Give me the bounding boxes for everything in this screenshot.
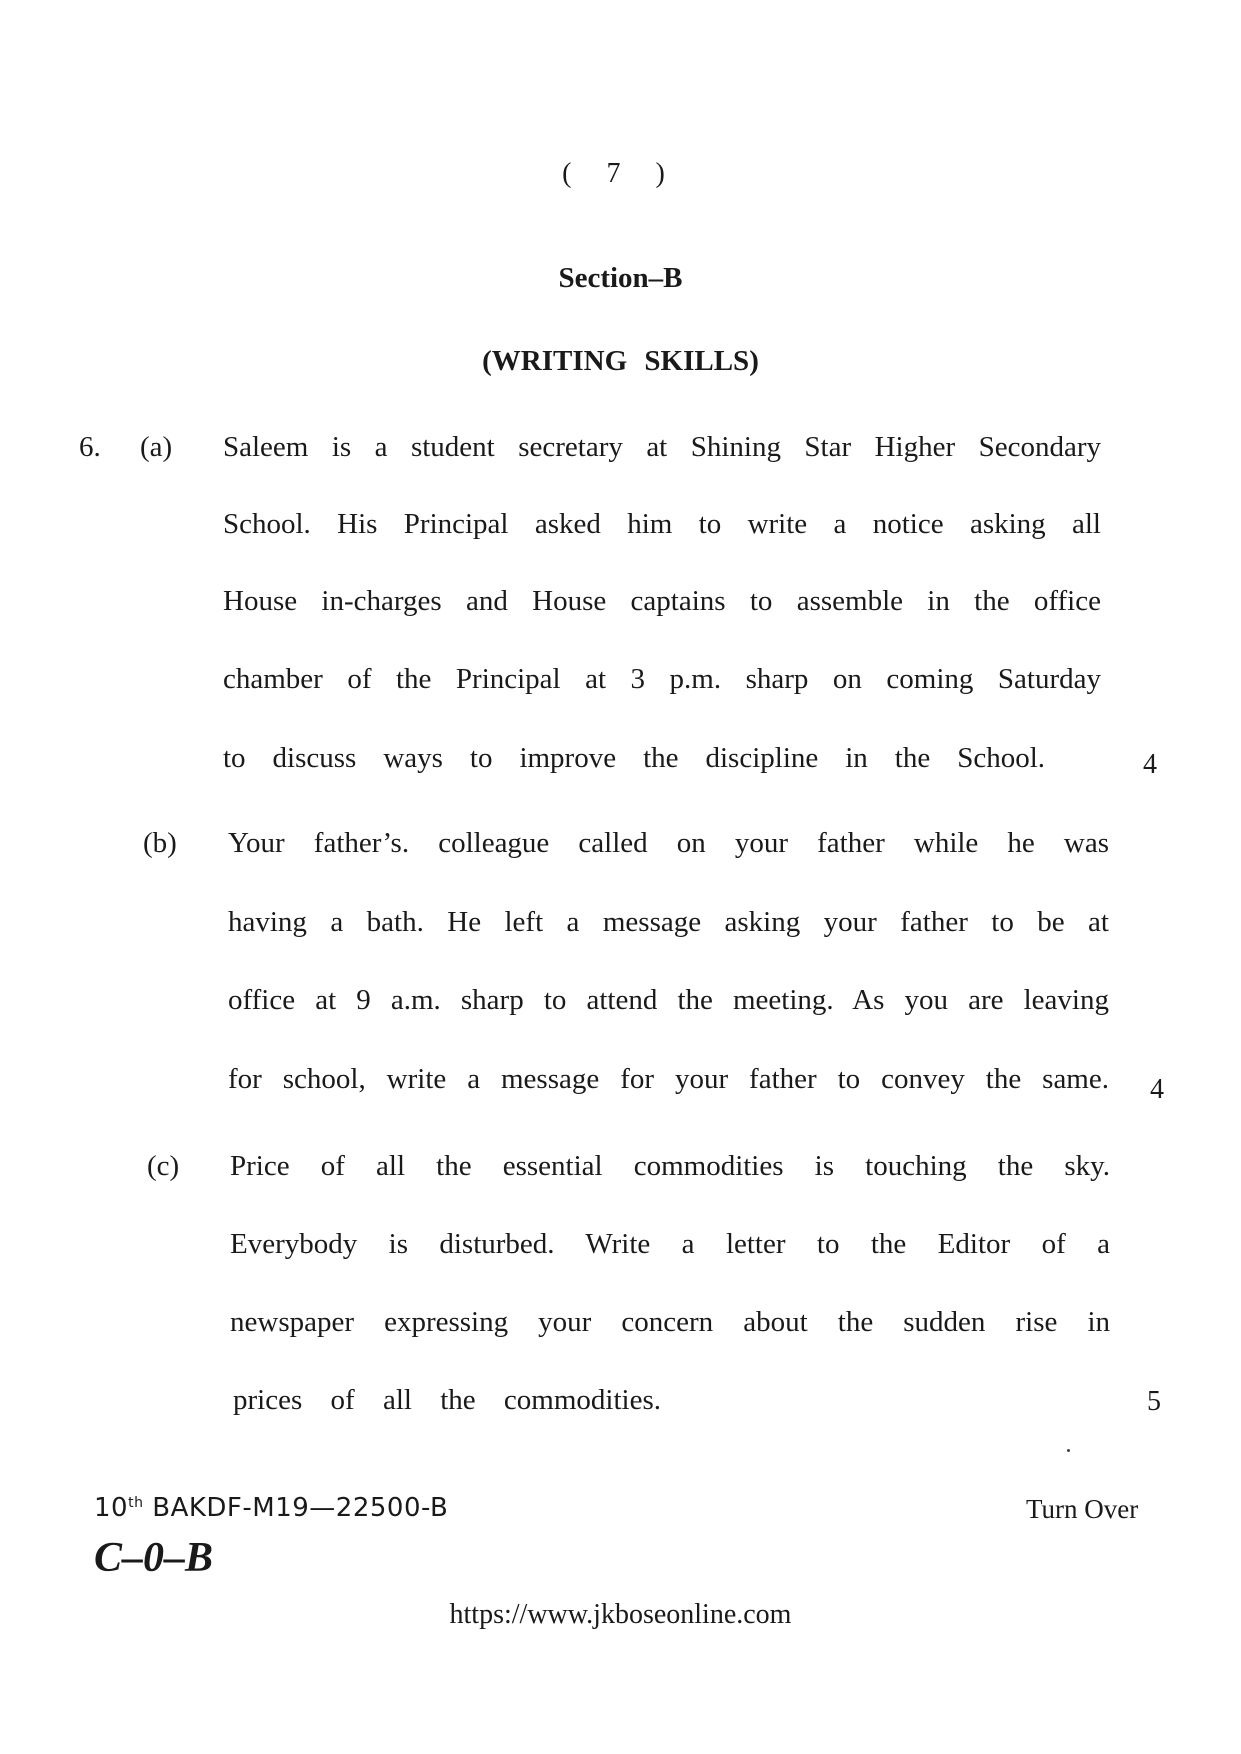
- part-b-line-2: having a bath. He left a message asking your father to be at: [228, 906, 1109, 938]
- part-a-line-5: to discuss ways to improve the discipline in the School.: [223, 742, 1045, 774]
- turn-over-note: Turn Over: [1026, 1494, 1139, 1524]
- part-c-line-4: prices of all the commodities.: [233, 1384, 661, 1416]
- part-c-label: (c): [147, 1150, 180, 1182]
- paper-code-prefix: 10: [94, 1493, 129, 1523]
- paper-code-rest: BAKDF-M19—22500-B: [143, 1493, 449, 1523]
- part-b-label: (b): [143, 827, 177, 859]
- scan-speck: [1067, 1449, 1070, 1452]
- part-c-line-1: Price of all the essential commodities is touching the sky.: [230, 1150, 1110, 1182]
- part-a-line-4: chamber of the Principal at 3 p.m. sharp on coming Saturday: [223, 663, 1101, 695]
- part-c-marks: 5: [1147, 1386, 1161, 1417]
- part-b-line-1: Your father’s. colleague called on your father while he was: [228, 827, 1109, 859]
- part-a-marks: 4: [1143, 749, 1157, 780]
- part-c-line-2: Everybody is disturbed. Write a letter to the Editor of a: [230, 1228, 1110, 1260]
- question-number: 6.: [79, 431, 101, 463]
- series-code: C–0–B: [94, 1535, 214, 1581]
- part-a-line-1: Saleem is a student secretary at Shining Star Higher Secondary: [223, 431, 1101, 463]
- part-a-label: (a): [140, 431, 173, 463]
- part-a-line-3: House in-charges and House captains to assemble in the office: [223, 585, 1101, 617]
- part-c-line-3: newspaper expressing your concern about the sudden rise in: [230, 1306, 1110, 1338]
- source-url: https://www.jkboseonline.com: [449, 1599, 792, 1630]
- part-b-line-3: office at 9 a.m. sharp to attend the meeting. As you are leaving: [228, 984, 1109, 1016]
- paper-code: [94, 1493, 448, 1523]
- part-b-line-4: for school, write a message for your father to convey the same.: [228, 1063, 1109, 1095]
- section-title: Section–B: [558, 262, 683, 294]
- part-b-marks: 4: [1150, 1074, 1164, 1105]
- part-a-line-2: School. His Principal asked him to write a notice asking all: [223, 508, 1101, 540]
- section-subtitle: (WRITING SKILLS): [482, 345, 759, 377]
- page-number: ( 7 ): [562, 158, 679, 189]
- paper-code-sup: th: [128, 1495, 144, 1511]
